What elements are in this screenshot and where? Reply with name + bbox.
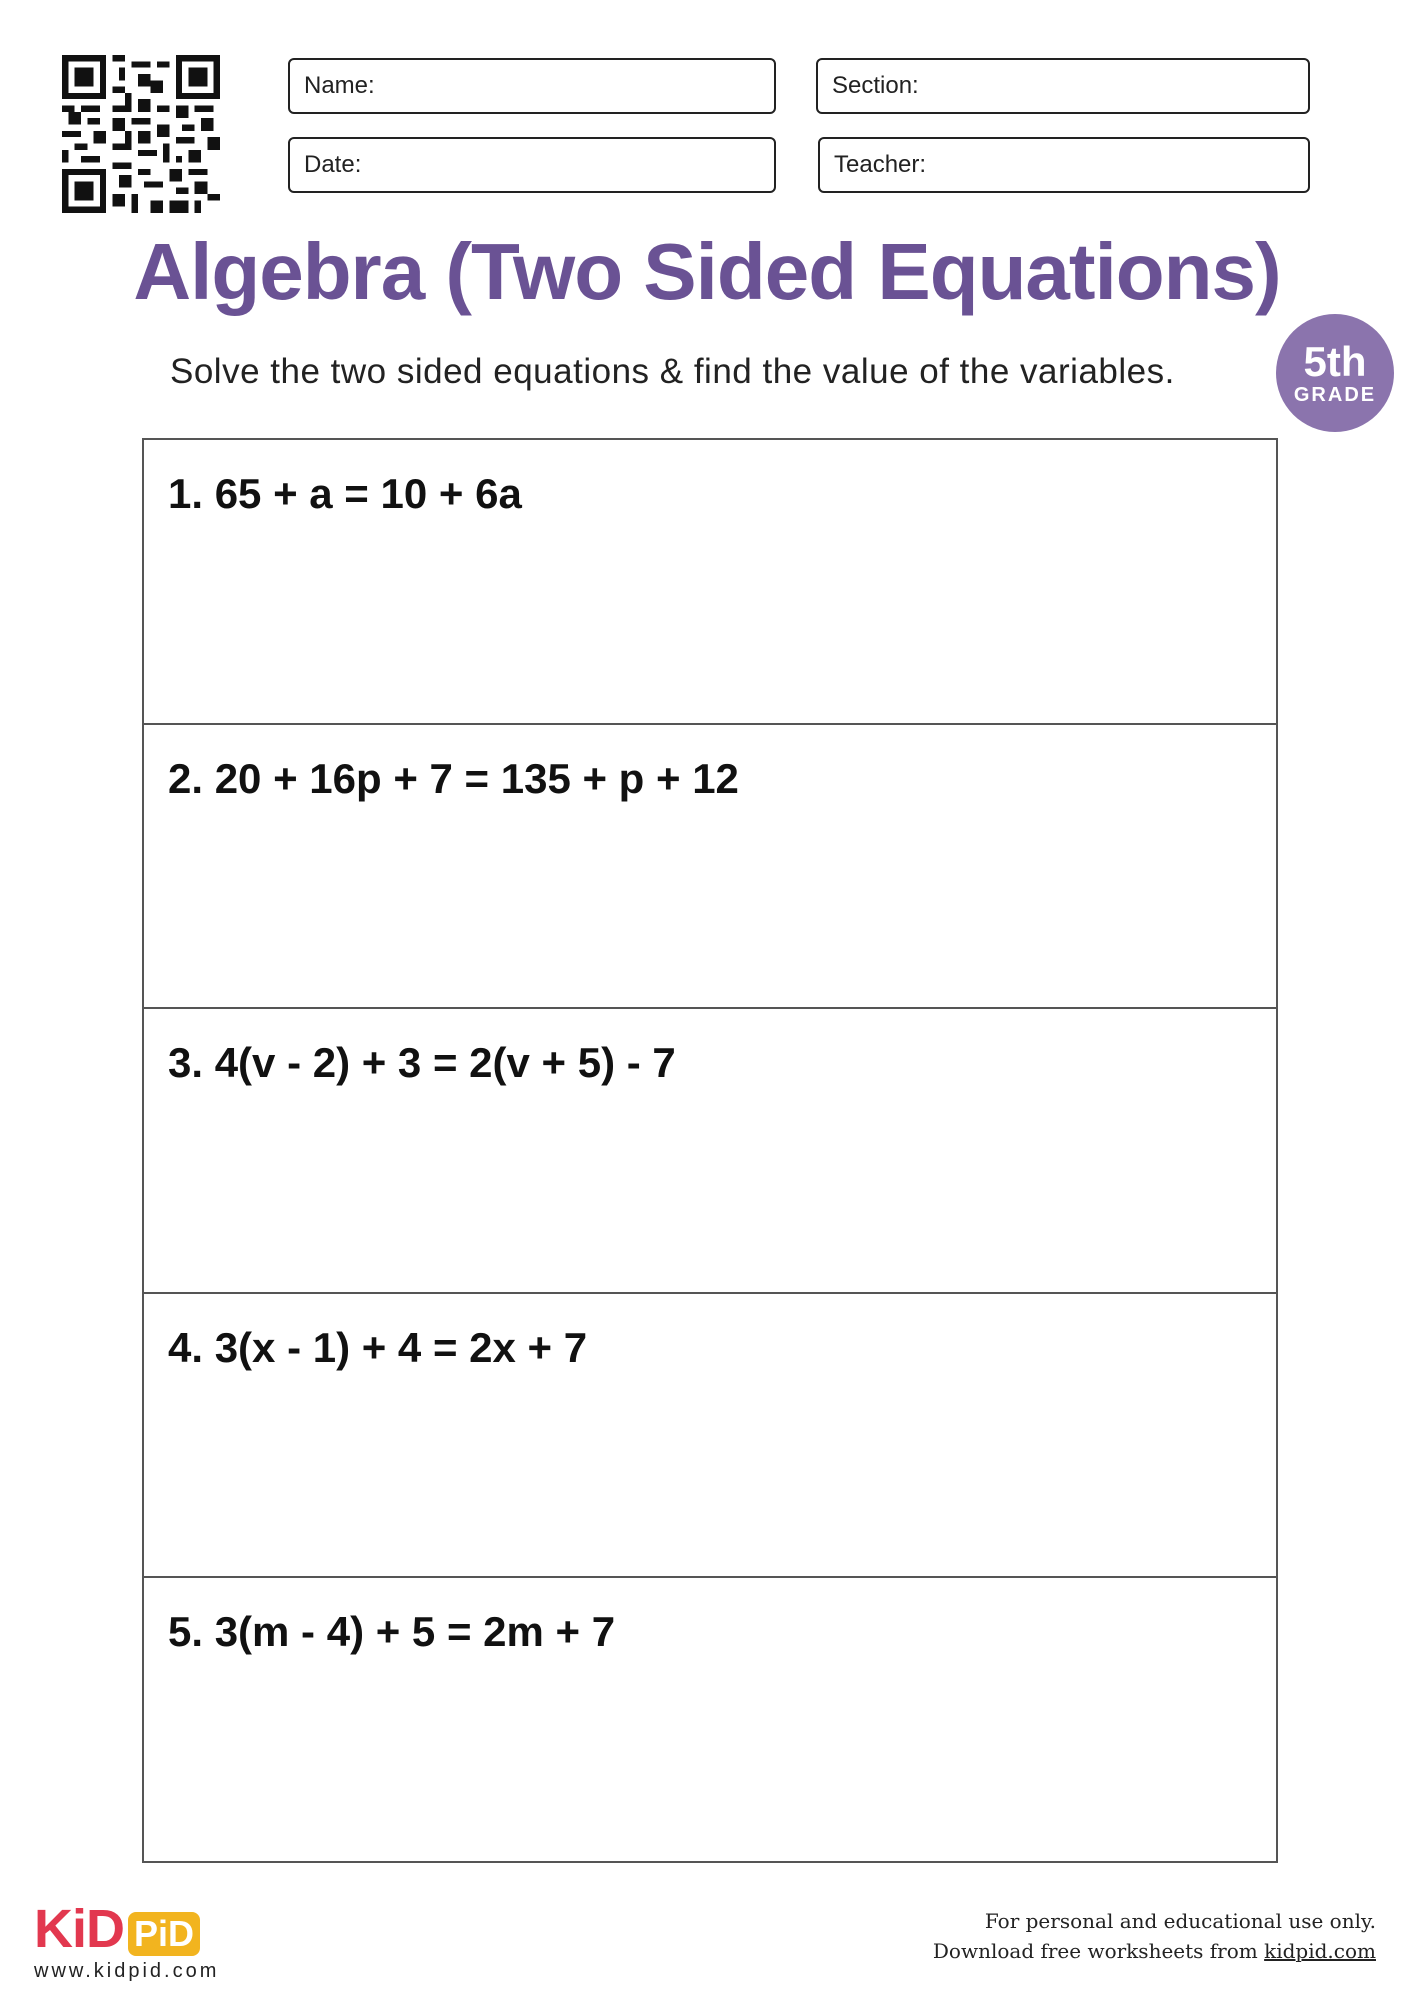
- problem-box[interactable]: [144, 1009, 1276, 1294]
- footer-link[interactable]: kidpid.com: [1264, 1939, 1376, 1963]
- footer-line2: [933, 1936, 1376, 1966]
- problem-equation: 1. 65 + a = 10 + 6a: [168, 470, 522, 517]
- section-label: Section:: [832, 72, 919, 99]
- logo-mark: [34, 1898, 219, 1959]
- grade-number: 5th: [1303, 338, 1367, 385]
- name-label: Name:: [304, 72, 375, 99]
- problem-box[interactable]: [144, 1578, 1276, 1861]
- logo-kid: KiD: [34, 1899, 124, 1959]
- kidpid-logo: [34, 1898, 219, 1983]
- problem-equation: 3. 4(v - 2) + 3 = 2(v + 5) - 7: [168, 1039, 676, 1087]
- instructions: Solve the two sided equations & find the value of the variables.: [170, 352, 1175, 391]
- name-field[interactable]: [288, 58, 776, 114]
- logo-pid: PiD: [128, 1912, 200, 1956]
- problem-box[interactable]: [144, 440, 1276, 725]
- problem-box[interactable]: [144, 1294, 1276, 1579]
- teacher-field[interactable]: [818, 137, 1310, 193]
- date-label: Date:: [304, 151, 362, 178]
- footer-line1: For personal and educational use only.: [984, 1909, 1376, 1933]
- problem-equation: 2. 20 + 16p + 7 = 135 + p + 12: [168, 754, 739, 802]
- grade-word: GRADE: [1293, 384, 1377, 406]
- grade-badge: [1276, 314, 1394, 432]
- footer-line2-prefix: Download free worksheets from: [932, 1939, 1265, 1963]
- date-field[interactable]: [288, 137, 776, 193]
- logo-url: www.kidpid.com: [34, 1960, 220, 1982]
- teacher-label: Teacher:: [834, 151, 927, 178]
- footer-note: [933, 1906, 1376, 1966]
- problem-box[interactable]: [144, 725, 1276, 1010]
- qr-code: [62, 55, 220, 213]
- problem-equation: 5. 3(m - 4) + 5 = 2m + 7: [168, 1608, 616, 1656]
- section-field[interactable]: [816, 58, 1310, 114]
- problem-equation: 4. 3(x - 1) + 4 = 2x + 7: [168, 1323, 588, 1371]
- page-title: Algebra (Two Sided Equations): [133, 227, 1281, 316]
- problem-list: [142, 438, 1278, 1863]
